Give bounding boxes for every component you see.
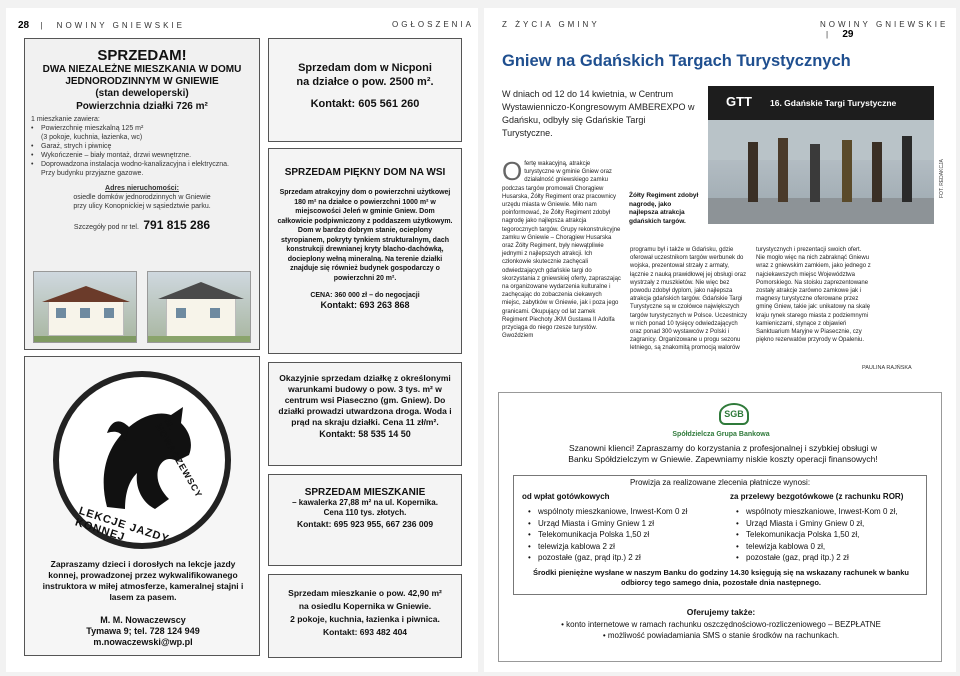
article-headline: Gniew na Gdańskich Targach Turystycznych	[502, 52, 851, 70]
article-col3: turystycznych i prezentacji swoich ofert. Nie mogło więc na nich zabraknąć Gniewu wraz z gniewskim zamkiem, jako jednego z najciekawszych miejsc Województwa Pomorskiego. Na stoisku zaprezentowane zostały atrakcje zarówno zamkowe jak i magnesy turystyczne oferowane przez gminę Gniew, takie jak: unikatowy na skalę kraju rynek starego miasta z podziemnymi kamieniczami, stynące z objawień Sanktuarium Maryjne w Piasecznie, czy piękno rezerwatów przyrody w Opaleniu.	[756, 247, 871, 344]
bank-left-title: od wpłat gotówkowych	[522, 492, 610, 501]
ad3-title: SPRZEDAM PIĘKNY DOM NA WSI	[284, 167, 446, 178]
ad1-item: • Garaż, strych i piwnicę	[31, 142, 253, 151]
photo-credit: FOT. REDAKCJA	[939, 159, 945, 198]
bank-offer-item: możliwość powiadamiania SMS o stanie środków na rachunkach.	[607, 631, 840, 640]
ad1-line4: Powierzchnia działki 726 m²	[76, 101, 208, 112]
article-photo	[708, 86, 934, 224]
dropcap: O	[502, 156, 523, 186]
ad2-line1: Sprzedam dom w Nicponi	[298, 62, 432, 74]
ad2-contact: Kontakt: 605 561 260	[310, 98, 420, 110]
bank-offer-item: konto internetowe w ramach rachunku oszczędnościowo-rozliczeniowego – BEZPŁATNE	[566, 620, 881, 629]
horse-phone: Tymawa 9; tel. 728 124 949	[86, 626, 200, 636]
bank-logo: SGB	[719, 403, 749, 425]
bank-intro: Szanowni klienci! Zapraszamy do korzystania z profesjonalnej i szybkiej obsługi w Banku Spółdzielczym w Gniewie. Zapewniamy niskie koszty operacji finansowych!	[568, 443, 878, 464]
ad1-address-line2: przy ulicy Konopnickiej w sąsiedztwie parku.	[73, 203, 211, 210]
bank-note: Środki pieniężne wysłane w naszym Banku do godziny 14.30 księgują się na wskazany rachunek w banku odbiorcy tego samego dnia, pozostałe dnia następnego.	[533, 568, 909, 587]
section-label: OGŁOSZENIA	[392, 20, 475, 29]
ad1-contact	[25, 216, 259, 234]
house-photo-2	[147, 271, 251, 343]
horse-circle-top: M. NOWACZEWSCY	[153, 417, 205, 500]
ad1-line1: DWA NIEZALEŻNE MIESZKANIA W DOMU	[42, 64, 242, 75]
bank-right-item: • Telekomunikacja Polska 1,50 zł,	[736, 529, 898, 541]
ad4-contact: Kontakt: 58 535 14 50	[319, 429, 411, 439]
magazine-title: NOWINY GNIEWSKIE	[56, 21, 185, 30]
ad-horse-riding	[24, 356, 260, 656]
ad-apartment-kopernika	[268, 574, 462, 658]
ad3-body: Sprzedam atrakcyjny dom o powierzchni użytkowej 180 m² na działce o powierzchni 1000 m² w miejscowości Jeleń w gminie Gniew. Dom całkowicie podpiwniczony z poddaszem użytkowym. Dom w bardzo dobrym stanie, ocieplony styropianem, pokryty tynkiem strukturalnym, dach konstrukcji drewnianej kryty blacho-dachówką, docieplony wełną mineralną. Na terenie działki znajduje się również budynek gospodarczy o powierzchni 20 m².	[277, 189, 453, 282]
bank-right-item: • wspólnoty mieszkaniowe, Inwest-Kom 0 zł,	[736, 506, 898, 518]
ad1-item: • Powierzchnię mieszkalną 125 m²	[31, 124, 253, 133]
ad1-item: • Wykończenie – biały montaż, drzwi wewnętrzne.	[31, 151, 253, 160]
left-page-header: 28 | NOWINY GNIEWSKIE	[18, 20, 185, 31]
banner-text: 16. Gdańskie Targi Turystyczne	[770, 98, 897, 108]
article-author: PAULINA RAJŃSKA	[862, 365, 912, 371]
photo-caption: Żółty Regiment zdobył nagrodę, jako najlepsza atrakcja gdańskich targów.	[629, 192, 699, 225]
article-lead: W dniach od 12 do 14 kwietnia, w Centrum Wystawienniczo-Kongresowym AMBEREXPO w Gdańsku, odbyły się Gdańskie Targi Turystyczne.	[502, 89, 695, 138]
bank-name: Spółdzielcza Grupa Bankowa	[672, 431, 770, 438]
horse-body: Zapraszamy dzieci i dorosłych na lekcje jazdy konnej, prowadzonej przez wykwalifikowanego instruktora w miłej atmosferze, kameralnej stajni i lasem za pasem.	[42, 559, 244, 602]
ad6-line2: na osiedlu Kopernika w Gniewie.	[298, 601, 432, 611]
bank-left-item: • Telekomunikacja Polska 1,50 zł	[528, 529, 687, 541]
ad1-line2: JEDNORODZINNYM W GNIEWIE	[65, 76, 219, 87]
ad-studio-apartment	[268, 474, 462, 566]
ad6-line1: Sprzedam mieszkanie o pow. 42,90 m²	[288, 588, 442, 598]
article-col1	[502, 156, 622, 340]
bank-box-title: Prowizja za realizowane zlecenia płatnicze wynosi:	[629, 478, 811, 487]
ad1-sub: (3 pokoje, kuchnia, łazienka, wc)	[41, 134, 143, 141]
ad1-line3: (stan deweloperski)	[95, 88, 189, 99]
bank-offer-title: Oferujemy także:	[686, 607, 756, 617]
ad3-contact: Kontakt: 693 263 868	[320, 300, 410, 310]
horse-name: M. M. Nowaczewscy	[100, 615, 186, 625]
ad1-address-label: Adres nieruchomości:	[105, 185, 179, 192]
right-section-label: Z ŻYCIA GMINY	[502, 20, 600, 29]
ad-two-apartments	[24, 38, 260, 350]
ad4-body: Okazyjnie sprzedam działkę z określonymi warunkami budowy o pow. 3 tys. m² w centrum wsi Piaseczno (gm. Gniew). Do działki prowadzi utwardzona droga. Woda i prąd na skraju działki. Cena 11 zł/m².	[278, 373, 452, 427]
page-number: 28	[18, 20, 30, 31]
ad5-contact: Kontakt: 695 923 955, 667 236 009	[296, 519, 434, 529]
right-page	[484, 8, 956, 672]
bank-offer-list: • konto internetowe w ramach rachunku oszczędnościowo-rozliczeniowego – BEZPŁATNE • możliwość powiadamiania SMS o stanie środków na rachunkach.	[561, 620, 881, 640]
bank-right-item: • telewizja kablowa 0 zł,	[736, 541, 898, 553]
left-page	[6, 8, 478, 672]
bank-right-title: za przelewy bezgotówkowe (z rachunku ROR)	[730, 492, 904, 501]
ad5-line2: Cena 110 tys. złotych.	[323, 508, 407, 517]
right-page-header: NOWINY GNIEWSKIE | 29	[820, 20, 949, 40]
ad-beautiful-house	[268, 148, 462, 354]
house-photo-1	[33, 271, 137, 343]
horse-logo	[53, 371, 231, 549]
ad2-line2: na działce o pow. 2500 m².	[296, 76, 434, 88]
page-number: 29	[842, 29, 854, 40]
bank-left-item: • pozostałe (gaz, prąd itp.) 2 zł	[528, 552, 687, 564]
ad1-phone: 791 815 286	[143, 218, 211, 232]
article-col2: programu był i także w Gdańsku, gdzie oferował uczestnikom targów werbunek do wojska, prezentował strzały z armaty, łącznie z nauką prawidłowej jej obsługi oraz wystrzały z muszkietów. Nie więc bez powodu zdobył dyplom, jako najlepsza atrakcja gdańskich targów. Gdańskie Targi Turystyczne są w czołówce największych targów turystycznych w Polsce. Uczestniczy w nich ponad 10 tysięcy odwiedzających oraz ponad 300 wystawców z Polski i zagranicy. Organizowane u progu sezonu letniego, są znakomitą promocją walorów	[630, 247, 748, 352]
ad6-line3: 2 pokoje, kuchnia, łazienka i piwnica.	[290, 614, 440, 624]
ad1-extra: Przy budynku przyjazne gazowe.	[41, 170, 144, 177]
bank-ad	[498, 392, 942, 662]
ad1-details: Szczegóły pod nr tel.	[73, 224, 139, 231]
bank-right-item: • pozostałe (gaz, prąd itp.) 2 zł	[736, 552, 898, 564]
horse-email: m.nowaczewski@wp.pl	[93, 637, 193, 647]
bank-left-item: • Urząd Miasta i Gminy Gniew 1 zł	[528, 518, 687, 530]
article-col1-text: fertę wakacyjną, atrakcje turystyczne w gminie Gniew oraz działalność gniewskiego zamku podczas targów promowali Chorągiew Husarska, Żółty Regiment oraz pracownicy urzędu miasta w Gniewie. Miło nam poinformować, że Żółty Regiment zdobył nagrodę jako najlepsza atrakcja tegorocznych targów. Grupy rekonstrukcyjne zamku w Gniewie – Chorągiew Husarska oraz Żółty Regiment, były niewątpliwie jednymi z najlepszych atrakcji. Ich członkowie skutecznie zachęcali odwiedzających gdańskie targi do skorzystania z gniewskiej oferty, zapraszając na organizowane wydarzenia kulturalne i zachęcając do zobaczenia ciekawych miejsc, zabytków w Gniewie, jak i poza jego granicami. Okupujący od lat zamek Regiment Piechoty JKM Gustawa II Adolfa przyciąga do niego rzesze turystów. Gwoździem	[502, 161, 621, 340]
ad1-item: • Doprowadzona instalacja wodno-kanalizacyjna i elektryczna.	[31, 160, 253, 169]
bank-right-item: • Urząd Miasta i Gminy Gniew 0 zł,	[736, 518, 898, 530]
ad5-title: SPRZEDAM MIESZKANIE	[304, 487, 426, 498]
ad1-intro: 1 mieszkanie zawiera:	[31, 116, 100, 123]
ad3-price: CENA: 360 000 zł – do negocjacji	[310, 292, 420, 299]
ad-house-nicponia	[268, 38, 462, 142]
magazine-title: NOWINY GNIEWSKIE	[820, 20, 949, 29]
ad1-title: SPRZEDAM!	[97, 47, 187, 64]
horse-circle-bottom: LEKCJE JAZDY KONNEJ	[73, 505, 171, 546]
bank-left-item: • wspólnoty mieszkaniowe, Inwest-Kom 0 zł	[528, 506, 687, 518]
ad-plot-piaseczno	[268, 362, 462, 466]
ad5-line1: – kawalerka 27,88 m² na ul. Kopernika.	[292, 498, 438, 507]
bank-left-item: • telewizja kablowa 2 zł	[528, 541, 687, 553]
bank-fees-box	[513, 475, 927, 595]
ad1-address-line1: osiedle domków jednorodzinnych w Gniewie	[73, 194, 211, 201]
banner-logo: GTT	[726, 94, 752, 109]
ad6-contact: Kontakt: 693 482 404	[322, 627, 408, 637]
